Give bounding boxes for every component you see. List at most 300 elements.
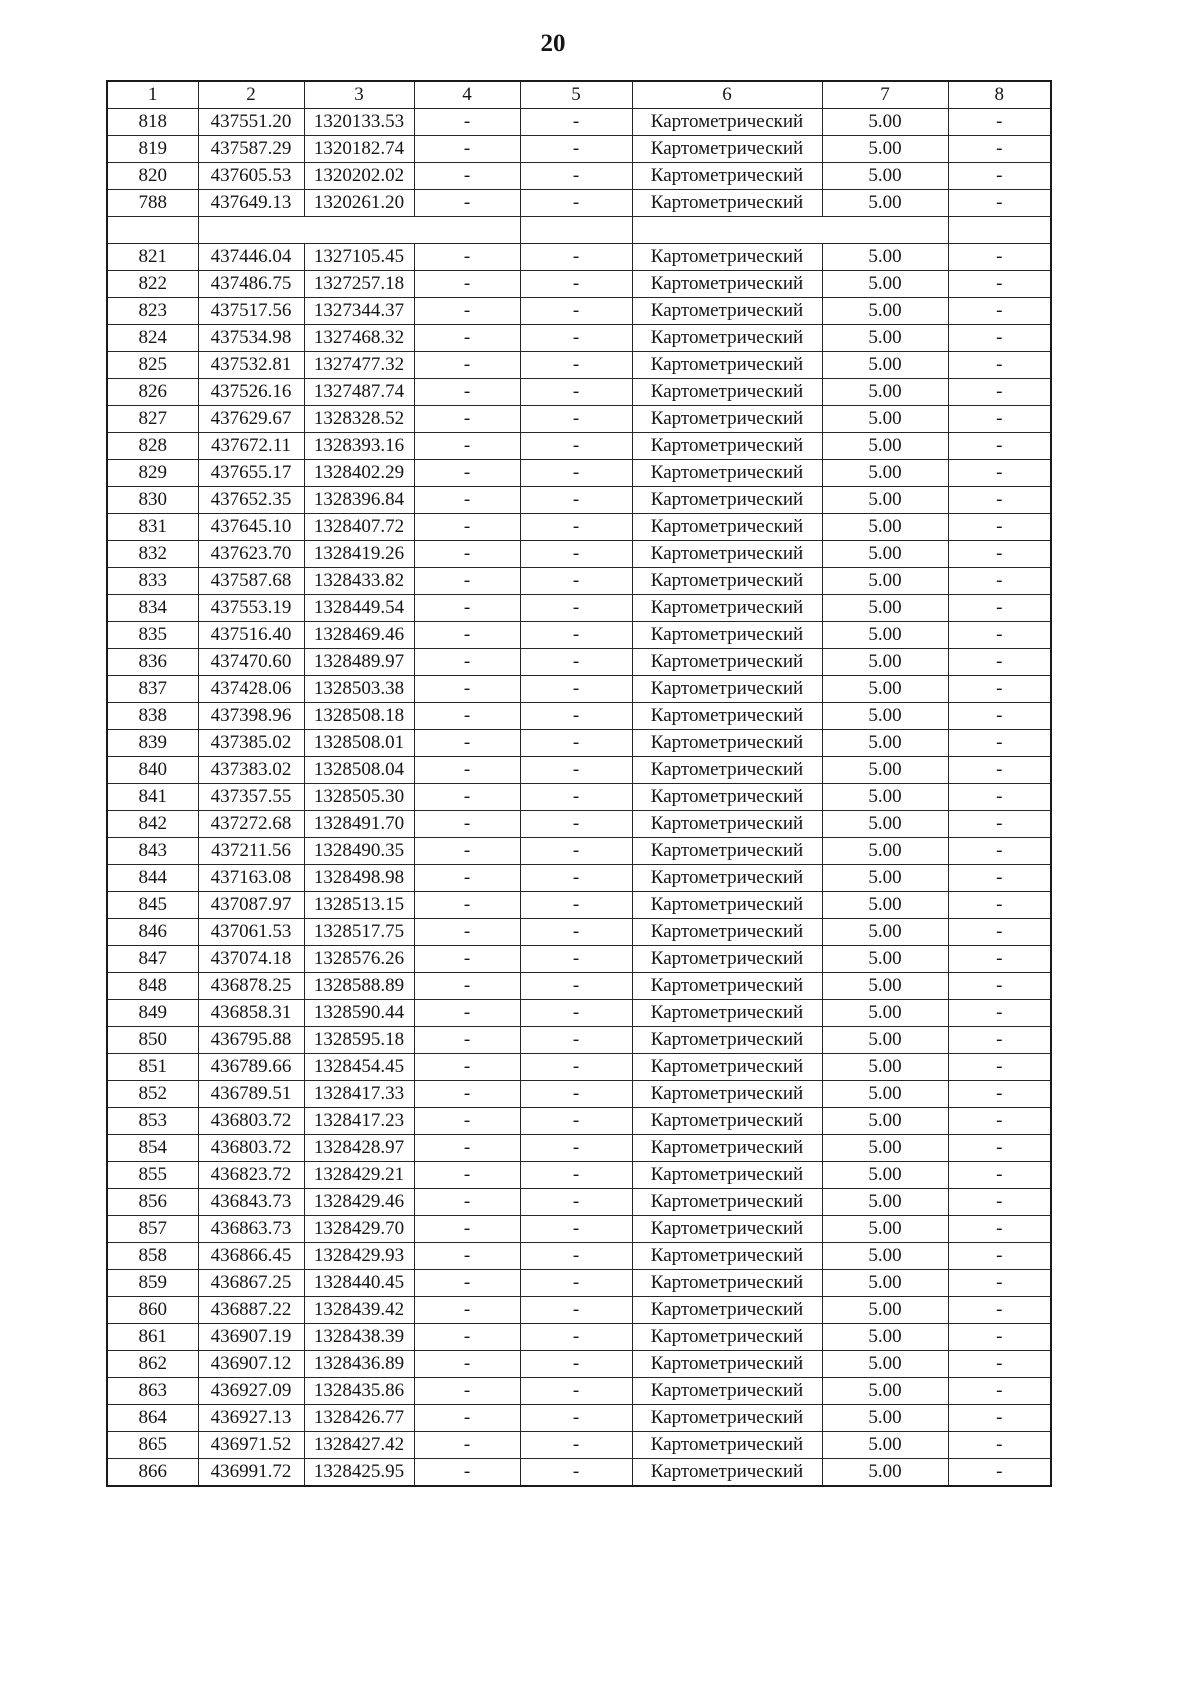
accuracy-cell: 5.00	[822, 946, 948, 973]
point-number-cell: 822	[107, 271, 198, 298]
column-8-cell: -	[948, 136, 1051, 163]
column-4-cell: -	[414, 1324, 520, 1351]
method-cell: Картометрический	[632, 595, 822, 622]
column-8-cell: -	[948, 406, 1051, 433]
accuracy-cell: 5.00	[822, 649, 948, 676]
y-coordinate-cell: 1328440.45	[304, 1270, 414, 1297]
column-5-cell: -	[520, 190, 632, 217]
column-4-cell: -	[414, 325, 520, 352]
accuracy-cell: 5.00	[822, 379, 948, 406]
accuracy-cell: 5.00	[822, 595, 948, 622]
column-5-cell: -	[520, 1027, 632, 1054]
point-number-cell: 853	[107, 1108, 198, 1135]
method-cell: Картометрический	[632, 1189, 822, 1216]
column-5-cell: -	[520, 460, 632, 487]
column-5-cell: -	[520, 973, 632, 1000]
point-number-cell: 835	[107, 622, 198, 649]
y-coordinate-cell: 1328436.89	[304, 1351, 414, 1378]
method-cell: Картометрический	[632, 1054, 822, 1081]
column-header-1: 1	[107, 81, 198, 109]
column-8-cell: -	[948, 1405, 1051, 1432]
accuracy-cell: 5.00	[822, 784, 948, 811]
accuracy-cell: 5.00	[822, 1135, 948, 1162]
table-row	[107, 1162, 1051, 1189]
column-8-cell: -	[948, 1351, 1051, 1378]
point-number-cell: 824	[107, 325, 198, 352]
column-8-cell: -	[948, 352, 1051, 379]
accuracy-cell: 5.00	[822, 1081, 948, 1108]
column-8-cell: -	[948, 1297, 1051, 1324]
point-number-cell: 830	[107, 487, 198, 514]
column-8-cell: -	[948, 379, 1051, 406]
y-coordinate-cell: 1328426.77	[304, 1405, 414, 1432]
point-number-cell: 861	[107, 1324, 198, 1351]
x-coordinate-cell: 437629.67	[198, 406, 304, 433]
table-row	[107, 811, 1051, 838]
x-coordinate-cell: 437470.60	[198, 649, 304, 676]
column-8-cell: -	[948, 838, 1051, 865]
method-cell: Картометрический	[632, 1027, 822, 1054]
y-coordinate-cell: 1328508.18	[304, 703, 414, 730]
table-row	[107, 1324, 1051, 1351]
x-coordinate-cell: 436907.12	[198, 1351, 304, 1378]
x-coordinate-cell: 437272.68	[198, 811, 304, 838]
column-5-cell: -	[520, 595, 632, 622]
point-number-cell: 831	[107, 514, 198, 541]
point-number-cell: 843	[107, 838, 198, 865]
x-coordinate-cell: 436823.72	[198, 1162, 304, 1189]
method-cell: Картометрический	[632, 487, 822, 514]
column-5-cell: -	[520, 514, 632, 541]
method-cell: Картометрический	[632, 649, 822, 676]
method-cell: Картометрический	[632, 1324, 822, 1351]
column-4-cell: -	[414, 649, 520, 676]
column-5-cell: -	[520, 109, 632, 136]
point-number-cell: 864	[107, 1405, 198, 1432]
column-8-cell: -	[948, 811, 1051, 838]
table-header	[107, 81, 1051, 109]
x-coordinate-cell: 437532.81	[198, 352, 304, 379]
column-8-cell: -	[948, 865, 1051, 892]
column-5-cell: -	[520, 1351, 632, 1378]
x-coordinate-cell: 436991.72	[198, 1459, 304, 1487]
column-4-cell: -	[414, 1216, 520, 1243]
method-cell: Картометрический	[632, 163, 822, 190]
method-cell: Картометрический	[632, 622, 822, 649]
table-row	[107, 595, 1051, 622]
column-8-cell: -	[948, 1000, 1051, 1027]
y-coordinate-cell: 1320182.74	[304, 136, 414, 163]
column-4-cell: -	[414, 352, 520, 379]
column-4-cell: -	[414, 109, 520, 136]
column-4-cell: -	[414, 163, 520, 190]
point-number-cell: 855	[107, 1162, 198, 1189]
column-4-cell: -	[414, 1027, 520, 1054]
y-coordinate-cell: 1328417.23	[304, 1108, 414, 1135]
column-4-cell: -	[414, 811, 520, 838]
accuracy-cell: 5.00	[822, 973, 948, 1000]
table-row	[107, 1081, 1051, 1108]
x-coordinate-cell: 436971.52	[198, 1432, 304, 1459]
y-coordinate-cell: 1328393.16	[304, 433, 414, 460]
x-coordinate-cell: 437551.20	[198, 109, 304, 136]
method-cell: Картометрический	[632, 784, 822, 811]
column-5-cell: -	[520, 1108, 632, 1135]
column-5-cell: -	[520, 163, 632, 190]
table-row	[107, 244, 1051, 271]
accuracy-cell: 5.00	[822, 487, 948, 514]
table-row	[107, 163, 1051, 190]
y-coordinate-cell: 1328517.75	[304, 919, 414, 946]
x-coordinate-cell: 437486.75	[198, 271, 304, 298]
empty-cell	[198, 217, 520, 244]
column-4-cell: -	[414, 136, 520, 163]
accuracy-cell: 5.00	[822, 298, 948, 325]
column-4-cell: -	[414, 1432, 520, 1459]
column-4-cell: -	[414, 892, 520, 919]
point-number-cell: 863	[107, 1378, 198, 1405]
x-coordinate-cell: 437655.17	[198, 460, 304, 487]
accuracy-cell: 5.00	[822, 1351, 948, 1378]
y-coordinate-cell: 1328417.33	[304, 1081, 414, 1108]
x-coordinate-cell: 437587.29	[198, 136, 304, 163]
column-8-cell: -	[948, 757, 1051, 784]
column-5-cell: -	[520, 1000, 632, 1027]
table-row	[107, 1459, 1051, 1487]
column-4-cell: -	[414, 838, 520, 865]
method-cell: Картометрический	[632, 379, 822, 406]
point-number-cell: 833	[107, 568, 198, 595]
method-cell: Картометрический	[632, 1135, 822, 1162]
column-5-cell: -	[520, 1459, 632, 1487]
column-4-cell: -	[414, 1162, 520, 1189]
column-4-cell: -	[414, 1297, 520, 1324]
column-8-cell: -	[948, 973, 1051, 1000]
accuracy-cell: 5.00	[822, 757, 948, 784]
accuracy-cell: 5.00	[822, 541, 948, 568]
accuracy-cell: 5.00	[822, 1297, 948, 1324]
column-4-cell: -	[414, 1108, 520, 1135]
x-coordinate-cell: 436858.31	[198, 1000, 304, 1027]
column-8-cell: -	[948, 676, 1051, 703]
accuracy-cell: 5.00	[822, 352, 948, 379]
x-coordinate-cell: 436803.72	[198, 1108, 304, 1135]
page-number: 20	[540, 30, 566, 57]
method-cell: Картометрический	[632, 838, 822, 865]
method-cell: Картометрический	[632, 1162, 822, 1189]
column-5-cell: -	[520, 919, 632, 946]
column-5-cell: -	[520, 1135, 632, 1162]
y-coordinate-cell: 1328402.29	[304, 460, 414, 487]
table-row	[107, 190, 1051, 217]
table-row	[107, 460, 1051, 487]
y-coordinate-cell: 1328429.70	[304, 1216, 414, 1243]
table-row	[107, 838, 1051, 865]
point-number-cell: 844	[107, 865, 198, 892]
table-row	[107, 703, 1051, 730]
y-coordinate-cell: 1328490.35	[304, 838, 414, 865]
column-5-cell: -	[520, 406, 632, 433]
column-4-cell: -	[414, 1405, 520, 1432]
x-coordinate-cell: 437526.16	[198, 379, 304, 406]
x-coordinate-cell: 436866.45	[198, 1243, 304, 1270]
y-coordinate-cell: 1327487.74	[304, 379, 414, 406]
method-cell: Картометрический	[632, 1378, 822, 1405]
column-5-cell: -	[520, 298, 632, 325]
column-header-2: 2	[198, 81, 304, 109]
column-8-cell: -	[948, 325, 1051, 352]
method-cell: Картометрический	[632, 1108, 822, 1135]
y-coordinate-cell: 1328498.98	[304, 865, 414, 892]
y-coordinate-cell: 1328449.54	[304, 595, 414, 622]
column-4-cell: -	[414, 514, 520, 541]
column-8-cell: -	[948, 919, 1051, 946]
column-5-cell: -	[520, 1054, 632, 1081]
point-number-cell: 825	[107, 352, 198, 379]
column-5-cell: -	[520, 730, 632, 757]
x-coordinate-cell: 436863.73	[198, 1216, 304, 1243]
column-5-cell: -	[520, 784, 632, 811]
accuracy-cell: 5.00	[822, 919, 948, 946]
accuracy-cell: 5.00	[822, 1324, 948, 1351]
table-row	[107, 298, 1051, 325]
column-5-cell: -	[520, 271, 632, 298]
column-4-cell: -	[414, 568, 520, 595]
column-5-cell: -	[520, 1243, 632, 1270]
y-coordinate-cell: 1320133.53	[304, 109, 414, 136]
y-coordinate-cell: 1328328.52	[304, 406, 414, 433]
column-8-cell: -	[948, 1432, 1051, 1459]
column-8-cell: -	[948, 1189, 1051, 1216]
column-4-cell: -	[414, 1189, 520, 1216]
table-row	[107, 271, 1051, 298]
x-coordinate-cell: 437645.10	[198, 514, 304, 541]
x-coordinate-cell: 437357.55	[198, 784, 304, 811]
column-8-cell: -	[948, 190, 1051, 217]
column-8-cell: -	[948, 514, 1051, 541]
column-5-cell: -	[520, 703, 632, 730]
point-number-cell: 865	[107, 1432, 198, 1459]
accuracy-cell: 5.00	[822, 1216, 948, 1243]
x-coordinate-cell: 437446.04	[198, 244, 304, 271]
column-5-cell: -	[520, 1162, 632, 1189]
column-4-cell: -	[414, 379, 520, 406]
x-coordinate-cell: 437383.02	[198, 757, 304, 784]
column-5-cell: -	[520, 811, 632, 838]
accuracy-cell: 5.00	[822, 676, 948, 703]
y-coordinate-cell: 1328508.01	[304, 730, 414, 757]
column-4-cell: -	[414, 1270, 520, 1297]
point-number-cell: 819	[107, 136, 198, 163]
table-row	[107, 568, 1051, 595]
y-coordinate-cell: 1320261.20	[304, 190, 414, 217]
empty-cell	[632, 217, 948, 244]
x-coordinate-cell: 436789.66	[198, 1054, 304, 1081]
x-coordinate-cell: 437605.53	[198, 163, 304, 190]
column-5-cell: -	[520, 568, 632, 595]
column-5-cell: -	[520, 1270, 632, 1297]
point-number-cell: 841	[107, 784, 198, 811]
column-4-cell: -	[414, 244, 520, 271]
y-coordinate-cell: 1328491.70	[304, 811, 414, 838]
method-cell: Картометрический	[632, 190, 822, 217]
column-8-cell: -	[948, 784, 1051, 811]
column-8-cell: -	[948, 649, 1051, 676]
accuracy-cell: 5.00	[822, 892, 948, 919]
table-row	[107, 946, 1051, 973]
point-number-cell: 866	[107, 1459, 198, 1487]
method-cell: Картометрический	[632, 919, 822, 946]
column-4-cell: -	[414, 541, 520, 568]
method-cell: Картометрический	[632, 406, 822, 433]
column-4-cell: -	[414, 1135, 520, 1162]
table-row	[107, 406, 1051, 433]
accuracy-cell: 5.00	[822, 811, 948, 838]
table-row	[107, 784, 1051, 811]
y-coordinate-cell: 1328427.42	[304, 1432, 414, 1459]
accuracy-cell: 5.00	[822, 271, 948, 298]
table-row	[107, 1189, 1051, 1216]
column-4-cell: -	[414, 460, 520, 487]
x-coordinate-cell: 437061.53	[198, 919, 304, 946]
column-8-cell: -	[948, 1162, 1051, 1189]
table-row	[107, 1135, 1051, 1162]
y-coordinate-cell: 1328429.21	[304, 1162, 414, 1189]
point-number-cell: 850	[107, 1027, 198, 1054]
point-number-cell: 818	[107, 109, 198, 136]
accuracy-cell: 5.00	[822, 838, 948, 865]
column-4-cell: -	[414, 1081, 520, 1108]
point-number-cell: 848	[107, 973, 198, 1000]
y-coordinate-cell: 1328454.45	[304, 1054, 414, 1081]
point-number-cell: 851	[107, 1054, 198, 1081]
table-body	[107, 109, 1051, 1487]
method-cell: Картометрический	[632, 1081, 822, 1108]
column-8-cell: -	[948, 1459, 1051, 1487]
y-coordinate-cell: 1328438.39	[304, 1324, 414, 1351]
point-number-cell: 823	[107, 298, 198, 325]
accuracy-cell: 5.00	[822, 703, 948, 730]
table-row	[107, 325, 1051, 352]
x-coordinate-cell: 436927.09	[198, 1378, 304, 1405]
table-row	[107, 865, 1051, 892]
x-coordinate-cell: 436878.25	[198, 973, 304, 1000]
empty-cell	[520, 217, 632, 244]
table-row	[107, 1108, 1051, 1135]
column-8-cell: -	[948, 946, 1051, 973]
method-cell: Картометрический	[632, 1243, 822, 1270]
table-row	[107, 433, 1051, 460]
column-8-cell: -	[948, 271, 1051, 298]
method-cell: Картометрический	[632, 1297, 822, 1324]
method-cell: Картометрический	[632, 136, 822, 163]
accuracy-cell: 5.00	[822, 460, 948, 487]
table-row	[107, 1054, 1051, 1081]
accuracy-cell: 5.00	[822, 1378, 948, 1405]
y-coordinate-cell: 1328439.42	[304, 1297, 414, 1324]
column-5-cell: -	[520, 892, 632, 919]
point-number-cell: 837	[107, 676, 198, 703]
x-coordinate-cell: 436789.51	[198, 1081, 304, 1108]
column-4-cell: -	[414, 757, 520, 784]
y-coordinate-cell: 1328576.26	[304, 946, 414, 973]
table-row	[107, 1351, 1051, 1378]
x-coordinate-cell: 436803.72	[198, 1135, 304, 1162]
method-cell: Картометрический	[632, 703, 822, 730]
x-coordinate-cell: 437517.56	[198, 298, 304, 325]
column-4-cell: -	[414, 1000, 520, 1027]
method-cell: Картометрический	[632, 244, 822, 271]
table-row	[107, 649, 1051, 676]
column-5-cell: -	[520, 352, 632, 379]
y-coordinate-cell: 1328503.38	[304, 676, 414, 703]
column-4-cell: -	[414, 298, 520, 325]
method-cell: Картометрический	[632, 1405, 822, 1432]
point-number-cell: 860	[107, 1297, 198, 1324]
table-row	[107, 973, 1051, 1000]
x-coordinate-cell: 437553.19	[198, 595, 304, 622]
column-4-cell: -	[414, 433, 520, 460]
column-header-5: 5	[520, 81, 632, 109]
point-number-cell: 832	[107, 541, 198, 568]
table-separator-row	[107, 217, 1051, 244]
column-header-3: 3	[304, 81, 414, 109]
column-header-7: 7	[822, 81, 948, 109]
column-5-cell: -	[520, 136, 632, 163]
method-cell: Картометрический	[632, 757, 822, 784]
point-number-cell: 829	[107, 460, 198, 487]
table-row	[107, 352, 1051, 379]
table-row	[107, 730, 1051, 757]
column-4-cell: -	[414, 1054, 520, 1081]
y-coordinate-cell: 1328513.15	[304, 892, 414, 919]
y-coordinate-cell: 1327344.37	[304, 298, 414, 325]
column-header-4: 4	[414, 81, 520, 109]
column-8-cell: -	[948, 460, 1051, 487]
table-row	[107, 919, 1051, 946]
coordinates-table	[106, 80, 1052, 1487]
empty-cell	[107, 217, 198, 244]
table-row	[107, 136, 1051, 163]
table-row	[107, 1216, 1051, 1243]
column-8-cell: -	[948, 1270, 1051, 1297]
point-number-cell: 834	[107, 595, 198, 622]
x-coordinate-cell: 437163.08	[198, 865, 304, 892]
x-coordinate-cell: 437534.98	[198, 325, 304, 352]
accuracy-cell: 5.00	[822, 1243, 948, 1270]
table-row	[107, 1243, 1051, 1270]
column-8-cell: -	[948, 244, 1051, 271]
method-cell: Картометрический	[632, 298, 822, 325]
accuracy-cell: 5.00	[822, 1189, 948, 1216]
y-coordinate-cell: 1328407.72	[304, 514, 414, 541]
table-row	[107, 1378, 1051, 1405]
table-row	[107, 514, 1051, 541]
accuracy-cell: 5.00	[822, 1270, 948, 1297]
column-4-cell: -	[414, 487, 520, 514]
x-coordinate-cell: 437649.13	[198, 190, 304, 217]
column-8-cell: -	[948, 1027, 1051, 1054]
x-coordinate-cell: 437398.96	[198, 703, 304, 730]
column-header-6: 6	[632, 81, 822, 109]
column-4-cell: -	[414, 730, 520, 757]
column-4-cell: -	[414, 703, 520, 730]
point-number-cell: 846	[107, 919, 198, 946]
column-8-cell: -	[948, 1324, 1051, 1351]
y-coordinate-cell: 1328433.82	[304, 568, 414, 595]
point-number-cell: 854	[107, 1135, 198, 1162]
method-cell: Картометрический	[632, 271, 822, 298]
